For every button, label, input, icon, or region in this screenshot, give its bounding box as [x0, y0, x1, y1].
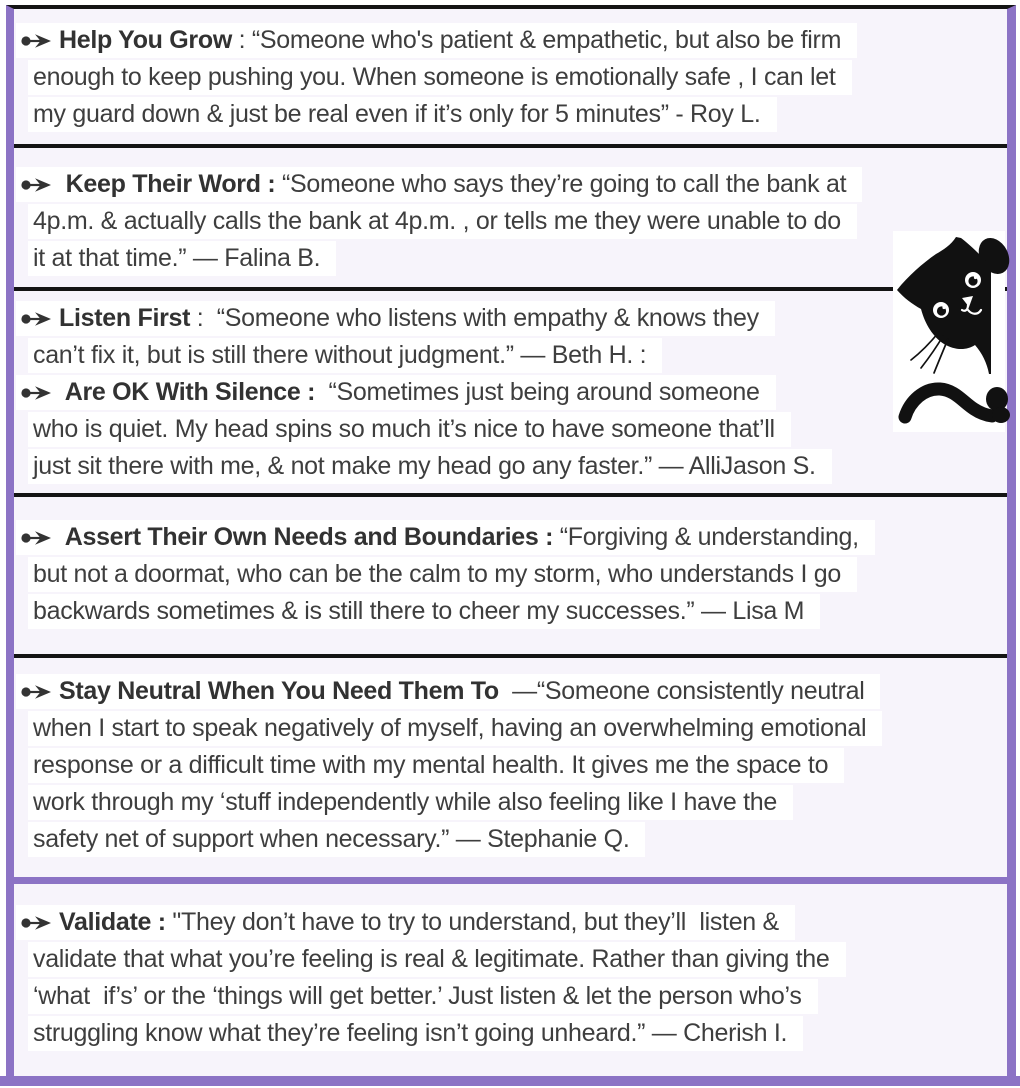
quote-line — [16, 300, 1007, 337]
item-heading: Help You Grow — [59, 26, 232, 54]
line-highlight: Keep Their Word : “Someone who says they’re going to call the bank at — [16, 167, 862, 202]
quote-line — [16, 374, 1007, 411]
line-highlight: but not a doormat, who can be the calm to my storm, who understands I go — [28, 557, 857, 592]
peeking-cat-illustration — [893, 231, 1011, 432]
quote-line — [28, 203, 1007, 240]
line-highlight: response or a difficult time with my mental health. It gives me the space to — [28, 748, 844, 783]
line-highlight: Stay Neutral When You Need Them To —“Someone consistently neutral — [16, 674, 880, 709]
line-highlight: can’t fix it, but is still there without judgment.” — Beth H. : — [28, 338, 662, 373]
quote-line — [16, 519, 1007, 556]
quote-line — [28, 240, 1007, 277]
quote-line — [16, 22, 1007, 59]
quote-line — [28, 941, 1007, 978]
quote-line — [28, 556, 1007, 593]
item-heading: Keep Their Word : — [59, 170, 276, 198]
line-highlight: enough to keep pushing you. When someone is emotionally safe , I can let — [28, 60, 852, 95]
line-highlight: Listen First : “Someone who listens with empathy & knows they — [16, 301, 775, 336]
line-highlight: who is quiet. My head spins so much it’s nice to have someone that’ll — [28, 412, 791, 447]
section-stay-neutral — [14, 658, 1007, 884]
quote-line — [28, 710, 1007, 747]
bottom-border-bar — [0, 1076, 1020, 1086]
line-highlight: struggling know what they’re feeling isn’t going unheard.” — Cherish I. — [28, 1016, 803, 1051]
line-highlight: my guard down & just be real even if it’s only for 5 minutes” - Roy L. — [28, 97, 777, 132]
quote-line — [16, 673, 1007, 710]
line-highlight: Help You Grow : “Someone who's patient & empathetic, but also be firm — [16, 23, 857, 58]
line-highlight: it at that time.” — Falina B. — [28, 241, 336, 276]
quote-line — [28, 978, 1007, 1015]
arrow-bullet-icon — [21, 311, 52, 327]
quote-line — [28, 784, 1007, 821]
line-highlight: safety net of support when necessary.” — Stephanie Q. — [28, 822, 645, 857]
item-heading: Listen First — [59, 304, 191, 332]
quote-line — [28, 821, 1007, 858]
section-validate — [14, 884, 1007, 1076]
quote-line — [28, 1015, 1007, 1052]
quote-line — [28, 59, 1007, 96]
section-help-you-grow — [14, 9, 1007, 148]
item-heading: Validate : — [59, 908, 166, 936]
arrow-bullet-icon — [21, 684, 52, 700]
quote-line — [28, 411, 1007, 448]
line-highlight: Assert Their Own Needs and Boundaries : “Forgiving & understanding, — [16, 520, 875, 555]
line-highlight: validate that what you’re feeling is real & legitimate. Rather than giving the — [28, 942, 846, 977]
line-highlight: backwards sometimes & is still there to cheer my successes.” — Lisa M — [28, 594, 820, 629]
line-highlight: Validate : "They don’t have to try to understand, but they’ll listen & — [16, 905, 795, 940]
arrow-bullet-icon — [21, 530, 52, 546]
quotes-card — [6, 5, 1016, 1076]
line-highlight: work through my ‘stuff independently while also feeling like I have the — [28, 785, 793, 820]
quote-line — [28, 747, 1007, 784]
quote-line — [28, 448, 1007, 485]
arrow-bullet-icon — [21, 33, 52, 49]
item-heading: Stay Neutral When You Need Them To — [59, 677, 499, 705]
quote-line — [28, 96, 1007, 133]
line-highlight: when I start to speak negatively of myself, having an overwhelming emotional — [28, 711, 882, 746]
section-assert-needs-boundaries — [14, 497, 1007, 658]
arrow-bullet-icon — [21, 915, 52, 931]
quote-line — [16, 904, 1007, 941]
item-heading: Assert Their Own Needs and Boundaries : — [59, 523, 554, 551]
line-highlight: ‘what if’s’ or the ‘things will get better.’ Just listen & let the person who’s — [28, 979, 818, 1014]
item-heading: Are OK With Silence : — [59, 378, 316, 406]
quote-line — [28, 337, 1007, 374]
quote-line — [28, 593, 1007, 630]
section-listen-first-and-silence — [14, 291, 1007, 497]
line-highlight: Are OK With Silence : “Sometimes just being around someone — [16, 375, 776, 410]
arrow-bullet-icon — [21, 385, 52, 401]
line-highlight: 4p.m. & actually calls the bank at 4p.m. , or tells me they were unable to do — [28, 204, 857, 239]
line-highlight: just sit there with me, & not make my head go any faster.” — AlliJason S. — [28, 449, 832, 484]
quote-line — [16, 166, 1007, 203]
arrow-bullet-icon — [21, 177, 52, 193]
section-keep-their-word — [14, 148, 1007, 291]
